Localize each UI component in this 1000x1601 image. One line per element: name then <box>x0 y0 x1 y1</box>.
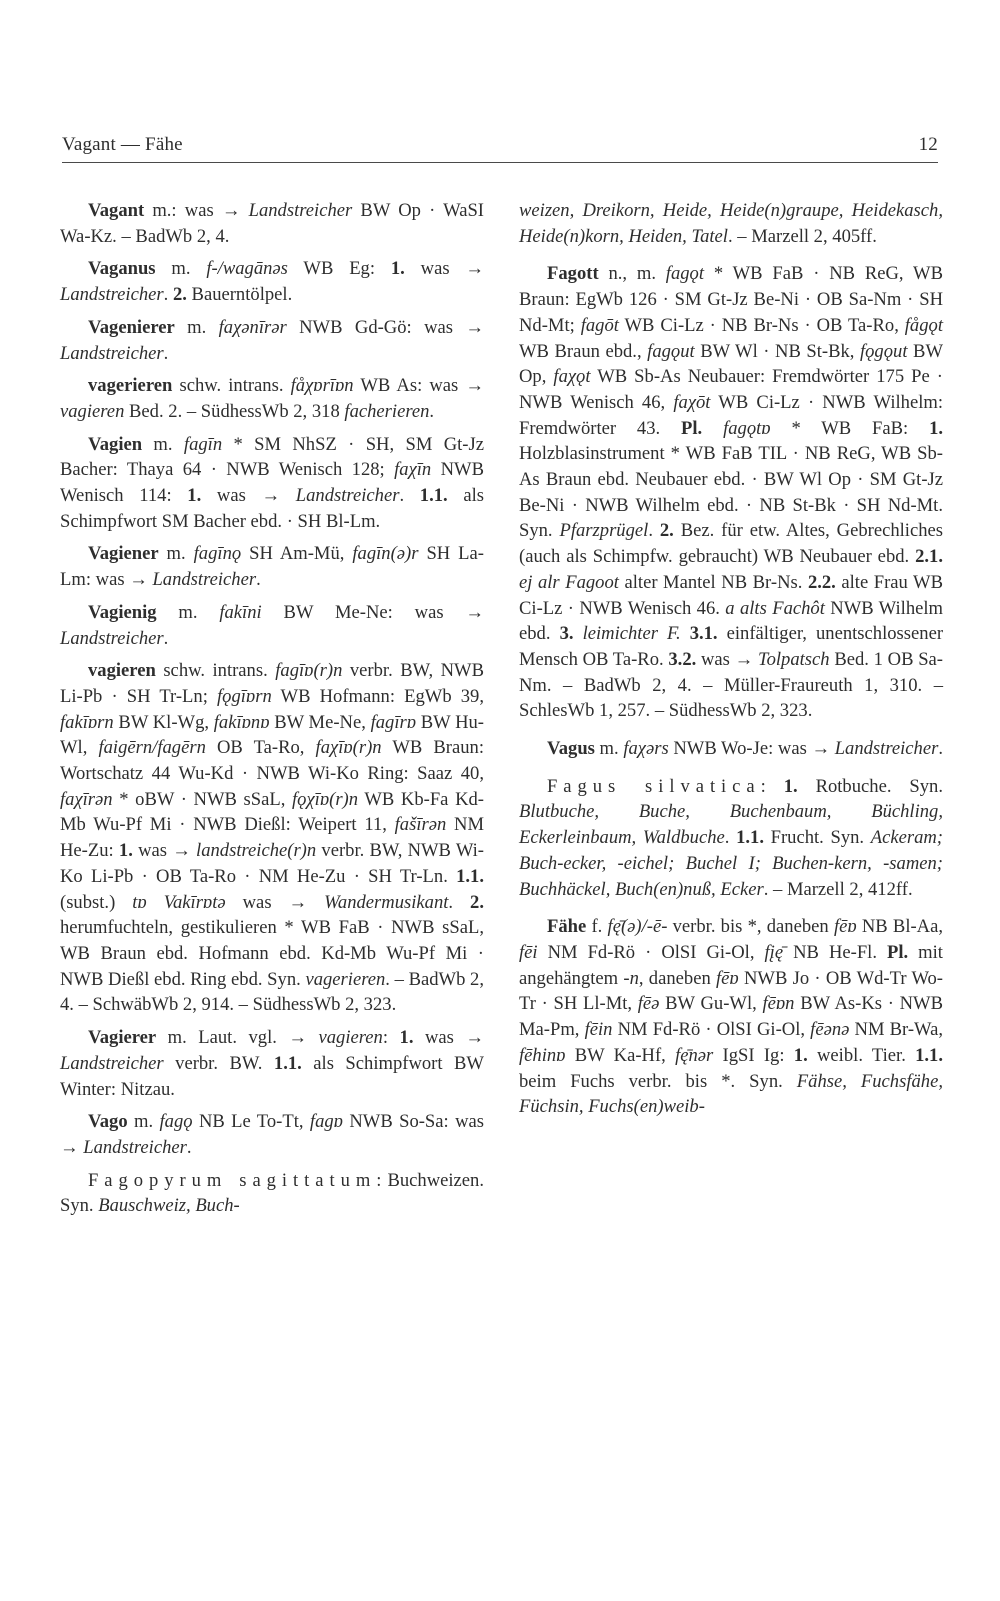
entry-fagott: Fagott n., m. fagǫt * WB FaB · NB ReG, WB Braun: EgWb 126 · SM Gt-Jz Be-Ni · OB Sa-Nm · SH Nd-Mt; fagōt WB Ci-Lz · NB Br-Ns · OB Ta-Ro, fågǫt WB Braun ebd., fagǫut BW Wl · NB St-Bk, fǫgǫut BW Op, faχǫt WB Sb-As Neubauer: Fremdwörter 175 Pe · NWB Wenisch 46, faχōt WB Ci-Lz · NWB Wilhelm: Fremdwörter 43. Pl. fagǫtɒ * WB FaB: 1. Holzblasinstrument * WB FaB TIL · NB ReG, WB Sb-As Braun ebd. Neubauer ebd. · BW Wl Op · SM Gt-Jz Be-Ni · NWB Wilhelm ebd. · NB St-Bk · SH Nd-Mt. Syn. Pfarzprügel. 2. Bez. für etw. Altes, Gebrechliches (auch als Schimpfw. gebraucht) WB Neubauer ebd. 2.1. ej alr Fagoot alter Mantel NB Br-Ns. 2.2. alte Frau WB Ci-Lz · NWB Wenisch 46. a alts Fachôt NWB Wilhelm ebd. 3. leimichter F. 3.1. einfältiger, unentschlossener Mensch OB Ta-Ro. 3.2. was → Tolpatsch Bed. 1 OB Sa-Nm. – BadWb 2, 4. – Müller-Fraureuth 1, 310. – SchlesWb 1, 257. – SüdhessWb 2, 323. <box>519 263 944 722</box>
running-title: Vagant — Fähe <box>62 134 183 155</box>
entry-vagant: Vagant m.: was → Landstreicher BW Op · WaSI Wa-Kz. – BadWb 2, 4. <box>60 200 484 247</box>
entry-vaganus: Vaganus m. f-/wagānəs WB Eg: 1. was → Landstreicher. 2. Bauerntölpel. <box>60 258 484 306</box>
entry-vagierer: Vagierer m. Laut. vgl. → vagieren: 1. was → Landstreicher verbr. BW. 1.1. als Schimpfwort BW Winter: Nitzau. <box>60 1027 484 1100</box>
entry-vagenierer: Vagenierer m. faχənīrər NWB Gd-Gö: was → Landstreicher. <box>60 316 484 364</box>
running-header <box>62 134 938 156</box>
entry-vagiener: Vagiener m. fagīnǫ SH Am-Mü, fagīn(ə)r SH La-Lm: was → Landstreicher. <box>60 543 484 591</box>
left-column <box>60 198 484 1226</box>
entry-vagien: Vagien m. fagīn * SM NhSZ · SH, SM Gt-Jz Bacher: Thaya 64 · NWB Wenisch 128; faχīn NWB Wenisch 114: 1. was → Landstreicher. 1.1. als Schimpfwort SM Bacher ebd. · SH Bl-Lm. <box>60 433 484 532</box>
entry-vagieren: vagieren schw. intrans. fagīɒ(r)n verbr. BW, NWB Li-Pb · SH Tr-Ln; fǫgīɒrn WB Hofmann: EgWb 39, fakīɒrn BW Kl-Wg, fakīɒnɒ BW Me-Ne, fagīrɒ BW Hu-Wl, faigērn/fagērn OB Ta-Ro, faχīɒ(r)n WB Braun: Wortschatz 44 Wu-Kd · NWB Wi-Ko Ring: Saaz 40, faχīrən * oBW · NWB sSaL, fǫχīɒ(r)n WB Kb-Fa Kd-Mb Wu-Pf Mi · NWB Dießl: Weipert 11, fašīrən NM He-Zu: 1. was → landstreiche(r)n verbr. BW, NWB Wi-Ko Li-Pb · OB Ta-Ro · NM He-Zu · SH Tr-Ln. 1.1. (subst.) tɒ Vakīrɒtə was → Wandermusikant. 2. herumfuchteln, gestikulieren * WB FaB · NWB sSaL, WB Braun ebd. Hofmann ebd. Kd-Mb Wu-Pf Mi · NWB Dießl ebd. Ring ebd. Syn. vagerieren. – BadWb 2, 4. – SchwäbWb 2, 914. – SüdhessWb 2, 323. <box>60 660 485 1016</box>
entry-vagienig: Vagienig m. fakīni BW Me-Ne: was → Landstreicher. <box>60 601 484 649</box>
entry-fagus-silvatica: Fagus silvatica: 1. Rotbuche. Syn. Blutbuche, Buche, Buchenbaum, Büchling, Eckerleinbaum, Waldbuche. 1.1. Frucht. Syn. Ackeram; Buch-ecker, -eichel; Buchel I; Buchen-kern, -samen; Buchhäckel, Buch(en)nuß, Ecker. – Marzell 2, 412ff. <box>519 775 943 900</box>
right-column <box>519 198 943 1127</box>
header-rule <box>62 162 938 163</box>
entry-vago: Vago m. fagǫ NB Le To-Tt, fagɒ NWB So-Sa: was → Landstreicher. <box>60 1111 484 1158</box>
entry-faehe: Fähe f. fę̄(ə)/-ē- verbr. bis *, daneben fēɒ NB Bl-Aa, fēi NM Fd-Rö · OlSI Gi-Ol, fįę̄ NB He-Fl. Pl. mit angehängtem -n, daneben fēɒ NWB Jo · OB Wd-Tr Wo-Tr · SH Ll-Mt, fēə BW Gu-Wl, fēɒn BW As-Ks · NWB Ma-Pm, fēin NM Fd-Rö · OlSI Gi-Ol, fēənə NM Br-Wa, fēhinɒ BW Ka-Hf, fę̄nər IgSI Ig: 1. weibl. Tier. 1.1. beim Fuchs verbr. bis *. Syn. Fähse, Fuchsfähe, Füchsin, Fuchs(en)weib- <box>519 916 944 1118</box>
entry-vagerieren: vagerieren schw. intrans. fåχɒrīɒn WB As: was → vagieren Bed. 2. – SüdhessWb 2, 318 facherieren. <box>60 375 484 422</box>
page-number: 12 <box>918 134 938 155</box>
entry-fagopyrum: Fagopyrum sagittatum: Buchweizen. Syn. Bauschweiz, Buch- <box>60 1169 484 1217</box>
entry-vagus: Vagus m. faχərs NWB Wo-Je: was → Landstreicher. <box>547 738 943 760</box>
entry-fagopyrum-continued: weizen, Dreikorn, Heide, Heide(n)graupe, Heidekasch, Heide(n)korn, Heiden, Tatel. – Marzell 2, 405ff. <box>519 200 943 247</box>
